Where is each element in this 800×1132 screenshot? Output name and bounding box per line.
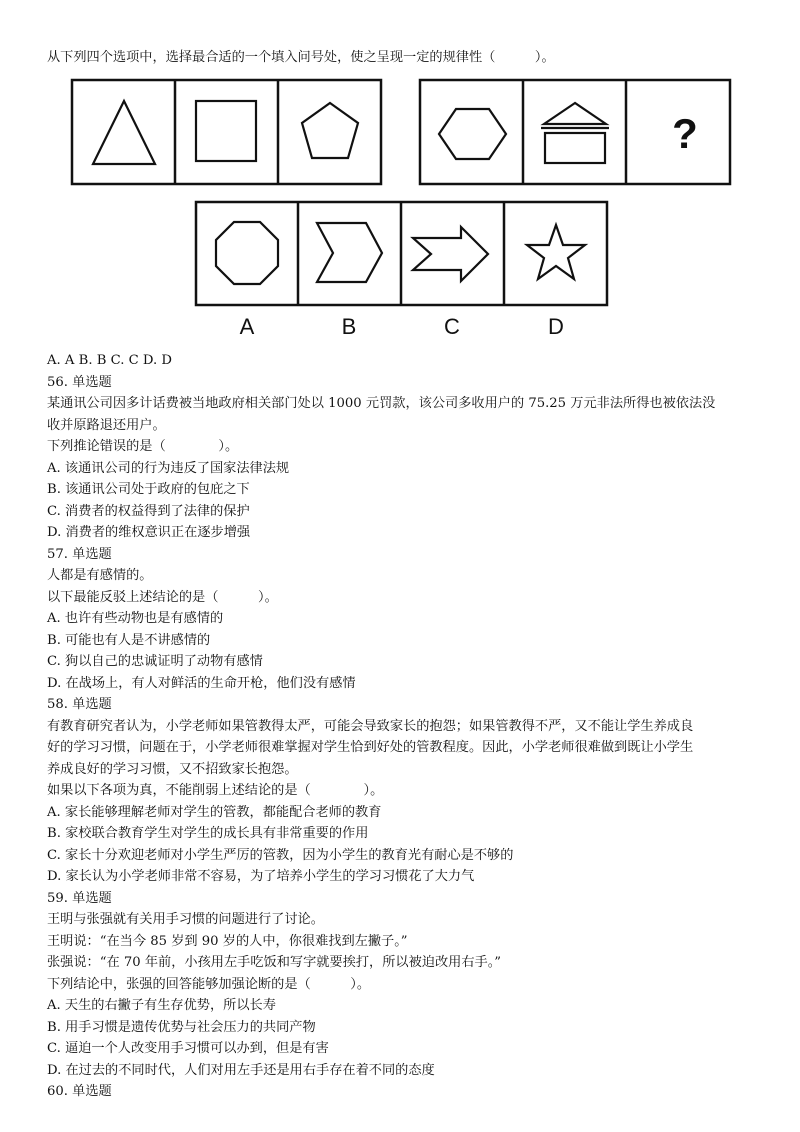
option-b: B. 家校联合教育学生对学生的成长具有非常重要的作用 — [47, 826, 369, 841]
arrow-shape — [413, 227, 488, 281]
option-a: A. 家长能够理解老师对学生的管教，都能配合老师的教育 — [47, 804, 382, 820]
option-c: C. 狗以自己的忠诚证明了动物有感情 — [47, 654, 263, 669]
pentagon-shape — [302, 103, 358, 158]
question-stem: 养成良好的学习习惯，又不招致家长抱怨。 — [47, 761, 298, 777]
option-label-b: B — [341, 314, 357, 339]
question-57 — [47, 544, 757, 695]
question-stem: 有教育研究者认为，小学老师如果管教得太严，可能会导致家长的抱怨；如果管教得不严，又不能让学生养成良 — [47, 718, 694, 734]
q55-options: A. A B. B C. C D. D — [47, 353, 172, 368]
option-label-c: C — [444, 314, 460, 339]
question-stem: 王明说：“在当今 85 岁到 90 岁的人中，你很难找到左撇子。” — [47, 933, 408, 949]
question-header: 59. 单选题 — [47, 890, 112, 906]
question-prompt: 下列推论错误的是（ ）。 — [47, 439, 239, 454]
option-c: C. 家长十分欢迎老师对小学生严厉的管教，因为小学生的教育光有耐心是不够的 — [47, 847, 514, 863]
figure-puzzle — [0, 0, 800, 350]
option-b: B. 用手习惯是遗传优势与社会压力的共同产物 — [47, 1019, 316, 1035]
question-prompt: 如果以下各项为真，不能削弱上述结论的是（ ）。 — [47, 783, 384, 798]
option-label-a: A — [239, 314, 255, 339]
option-a: A. 该通讯公司的行为违反了国家法律法规 — [47, 460, 290, 476]
option-c: C. 逼迫一个人改变用手习惯可以办到，但是有害 — [47, 1041, 329, 1056]
hexagon-shape — [439, 109, 506, 159]
question-mark: ? — [672, 110, 698, 157]
option-d: D. 在战场上，有人对鲜活的生命开枪，他们没有感情 — [47, 675, 356, 691]
option-d: D. 家长认为小学老师非常不容易，为了培养小学生的学习习惯花了大力气 — [47, 869, 475, 884]
square-shape — [196, 101, 256, 161]
option-b: B. 该通讯公司处于政府的包庇之下 — [47, 482, 250, 497]
question-header: 56. 单选题 — [47, 374, 112, 390]
question-header: 58. 单选题 — [47, 697, 112, 712]
option-a: A. 天生的右撇子有生存优势，所以长寿 — [47, 998, 276, 1013]
question-stem: 收并原路退还用户。 — [47, 417, 166, 433]
question-60 — [47, 1081, 757, 1103]
chevron-shape — [317, 223, 382, 282]
option-label-d: D — [548, 314, 564, 339]
question-59 — [47, 888, 757, 1082]
triangle-shape — [93, 101, 155, 164]
question-stem: 人都是有感情的。 — [47, 568, 153, 583]
option-b: B. 可能也有人是不讲感情的 — [47, 632, 211, 648]
question-list — [47, 350, 757, 1103]
question-header: 57. 单选题 — [47, 546, 112, 562]
options-strip — [196, 202, 607, 305]
star-shape — [527, 225, 585, 279]
sequence-group-left — [72, 80, 381, 184]
question-header: 60. 单选题 — [47, 1084, 112, 1099]
option-a: A. 也许有些动物也是有感情的 — [47, 611, 224, 626]
question-58 — [47, 694, 757, 888]
triangle-over-rectangle-shape — [541, 103, 609, 163]
question-intro: 从下列四个选项中，选择最合适的一个填入问号处，使之呈现一定的规律性（ ）。 — [47, 50, 555, 65]
question-56 — [47, 372, 757, 544]
question-stem: 好的学习习惯，问题在于，小学老师很难掌握对学生恰到好处的管教程度。因此，小学老师很难做到既让小学生 — [47, 740, 694, 755]
question-stem: 某通讯公司因多计话费被当地政府相关部门处以 1000 元罚款，该公司多收用户的 75.25 万元非法所得也被依法没 — [47, 396, 716, 411]
option-c: C. 消费者的权益得到了法律的保护 — [47, 503, 250, 519]
question-stem: 王明与张强就有关用手习惯的问题进行了讨论。 — [47, 912, 324, 927]
octagon-shape — [216, 222, 278, 284]
question-prompt: 下列结论中，张强的回答能够加强论断的是（ ）。 — [47, 976, 371, 992]
option-d: D. 消费者的维权意识正在逐步增强 — [47, 525, 251, 540]
option-d: D. 在过去的不同时代，人们对用左手还是用右手存在着不同的态度 — [47, 1062, 435, 1078]
question-prompt: 以下最能反驳上述结论的是（ ）。 — [47, 589, 278, 605]
question-stem: 张强说：“在 70 年前，小孩用左手吃饭和写字就要挨打，所以被迫改用右手。” — [47, 955, 502, 970]
